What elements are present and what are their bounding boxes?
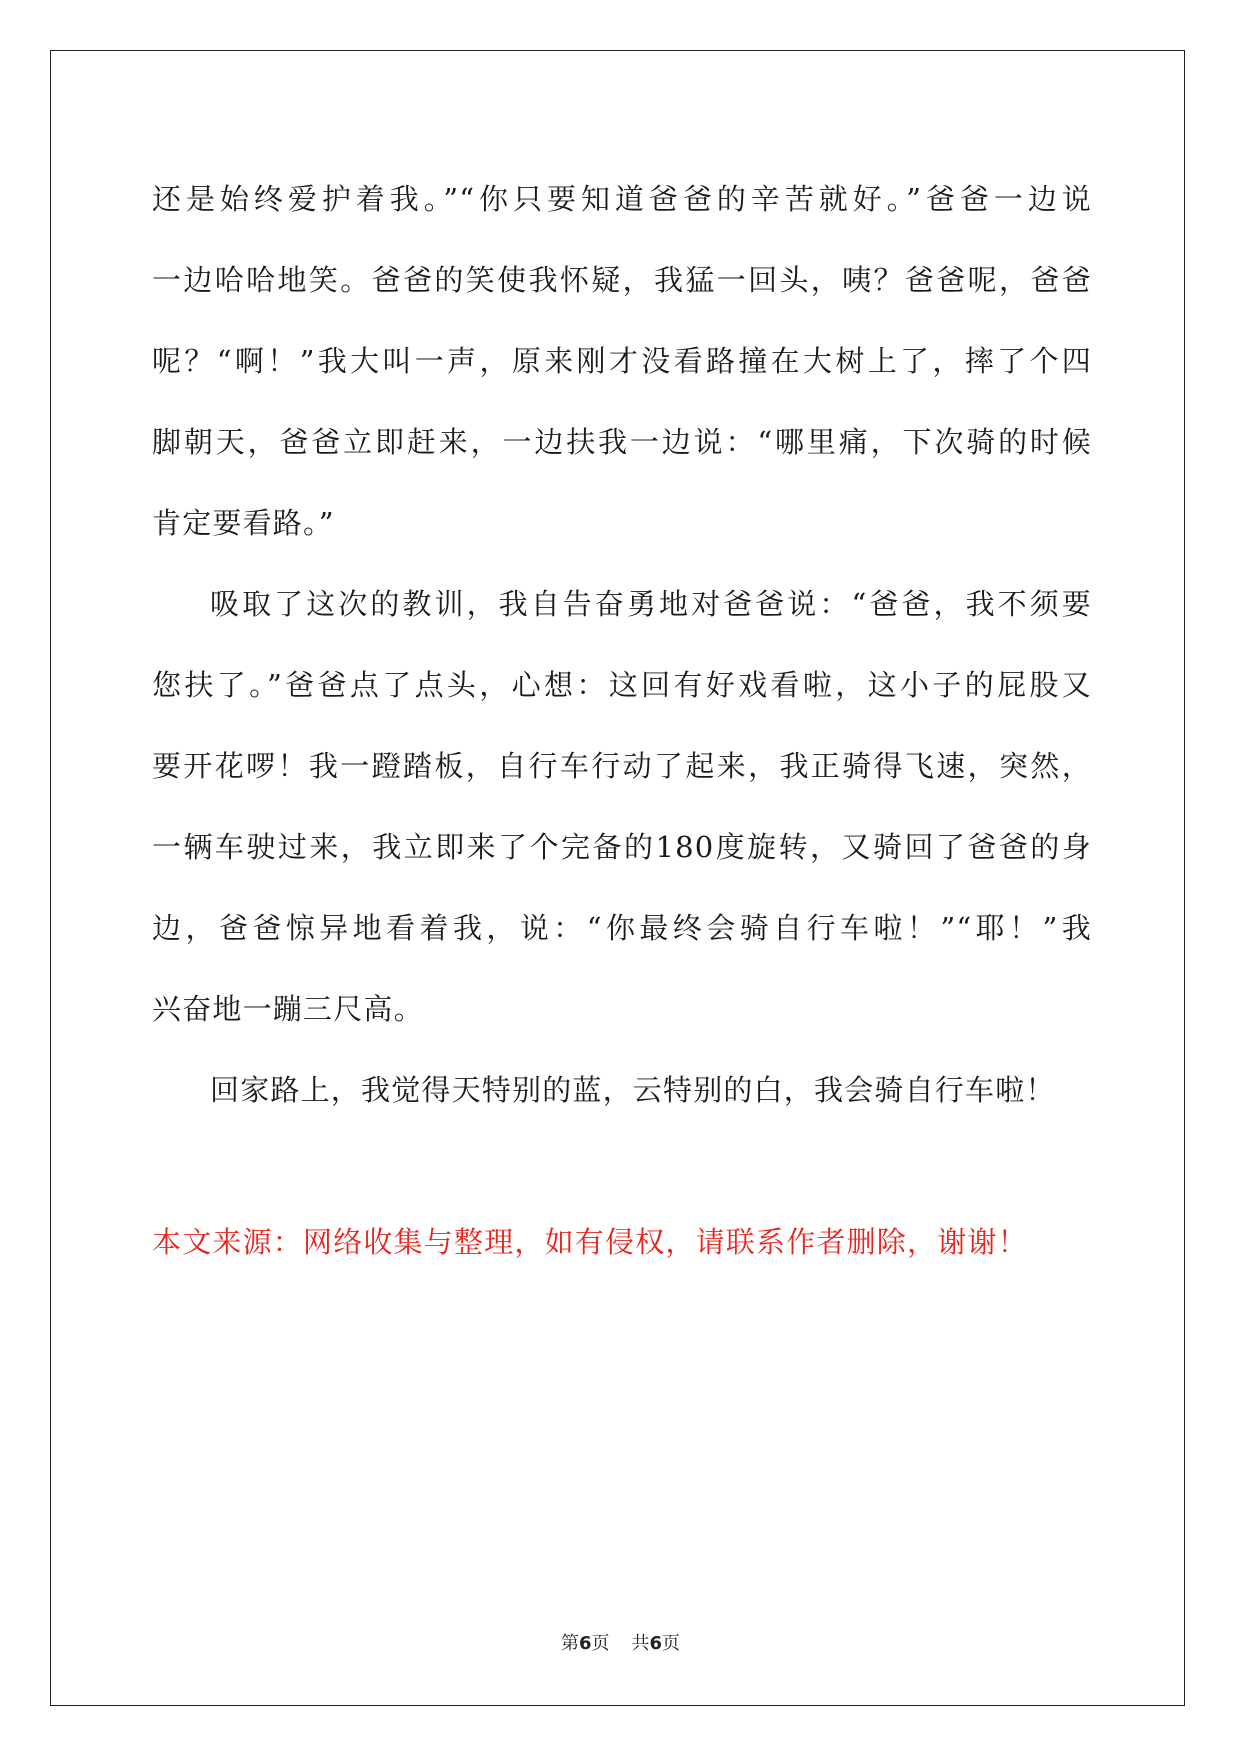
text-line: 边，爸爸惊异地看着我，说：“你最终会骑自行车啦！”“耶！”我 xyxy=(152,911,1092,945)
text-line: 回家路上，我觉得天特别的蓝，云特别的白，我会骑自行车啦！ xyxy=(210,1073,1056,1107)
document-body xyxy=(152,159,1092,1131)
paragraph-2 xyxy=(152,564,1092,1050)
paragraph-1 xyxy=(152,159,1092,564)
text-line: 还是始终爱护着我。”“你只要知道爸爸的辛苦就好。”爸爸一边说 xyxy=(152,182,1092,216)
text-line: 吸取了这次的教训，我自告奋勇地对爸爸说：“爸爸，我不须要 xyxy=(210,587,1092,621)
text-line: 呢？“啊！”我大叫一声，原来刚才没看路撞在大树上了，摔了个四 xyxy=(152,344,1092,378)
text-line: 肯定要看路。” xyxy=(152,506,335,540)
text-line: 要开花啰！我一蹬踏板，自行车行动了起来，我正骑得飞速，突然， xyxy=(152,749,1092,783)
paragraph-3 xyxy=(152,1050,1092,1131)
footer-page-prefix: 第 xyxy=(560,1633,579,1654)
footer-page-unit: 页 xyxy=(591,1633,610,1654)
text-line: 兴奋地一蹦三尺高。 xyxy=(152,992,424,1026)
text-line: 脚朝天，爸爸立即赶来，一边扶我一边说：“哪里痛，下次骑的时候 xyxy=(152,425,1092,459)
source-note: 本文来源：网络收集与整理，如有侵权，请联系作者删除，谢谢！ xyxy=(152,1225,1028,1259)
page-footer xyxy=(0,1632,1241,1656)
text-line: 一边哈哈地笑。爸爸的笑使我怀疑，我猛一回头，咦？爸爸呢，爸爸 xyxy=(152,263,1092,297)
text-line: 您扶了。”爸爸点了点头，心想：这回有好戏看啦，这小子的屁股又 xyxy=(152,668,1092,702)
footer-total-number: 6 xyxy=(649,1633,663,1654)
footer-total-unit: 页 xyxy=(662,1633,681,1654)
text-line: 一辆车驶过来，我立即来了个完备的180度旋转，又骑回了爸爸的身 xyxy=(152,830,1092,864)
footer-total-prefix: 共 xyxy=(631,1633,650,1654)
footer-page-number: 6 xyxy=(578,1633,592,1654)
